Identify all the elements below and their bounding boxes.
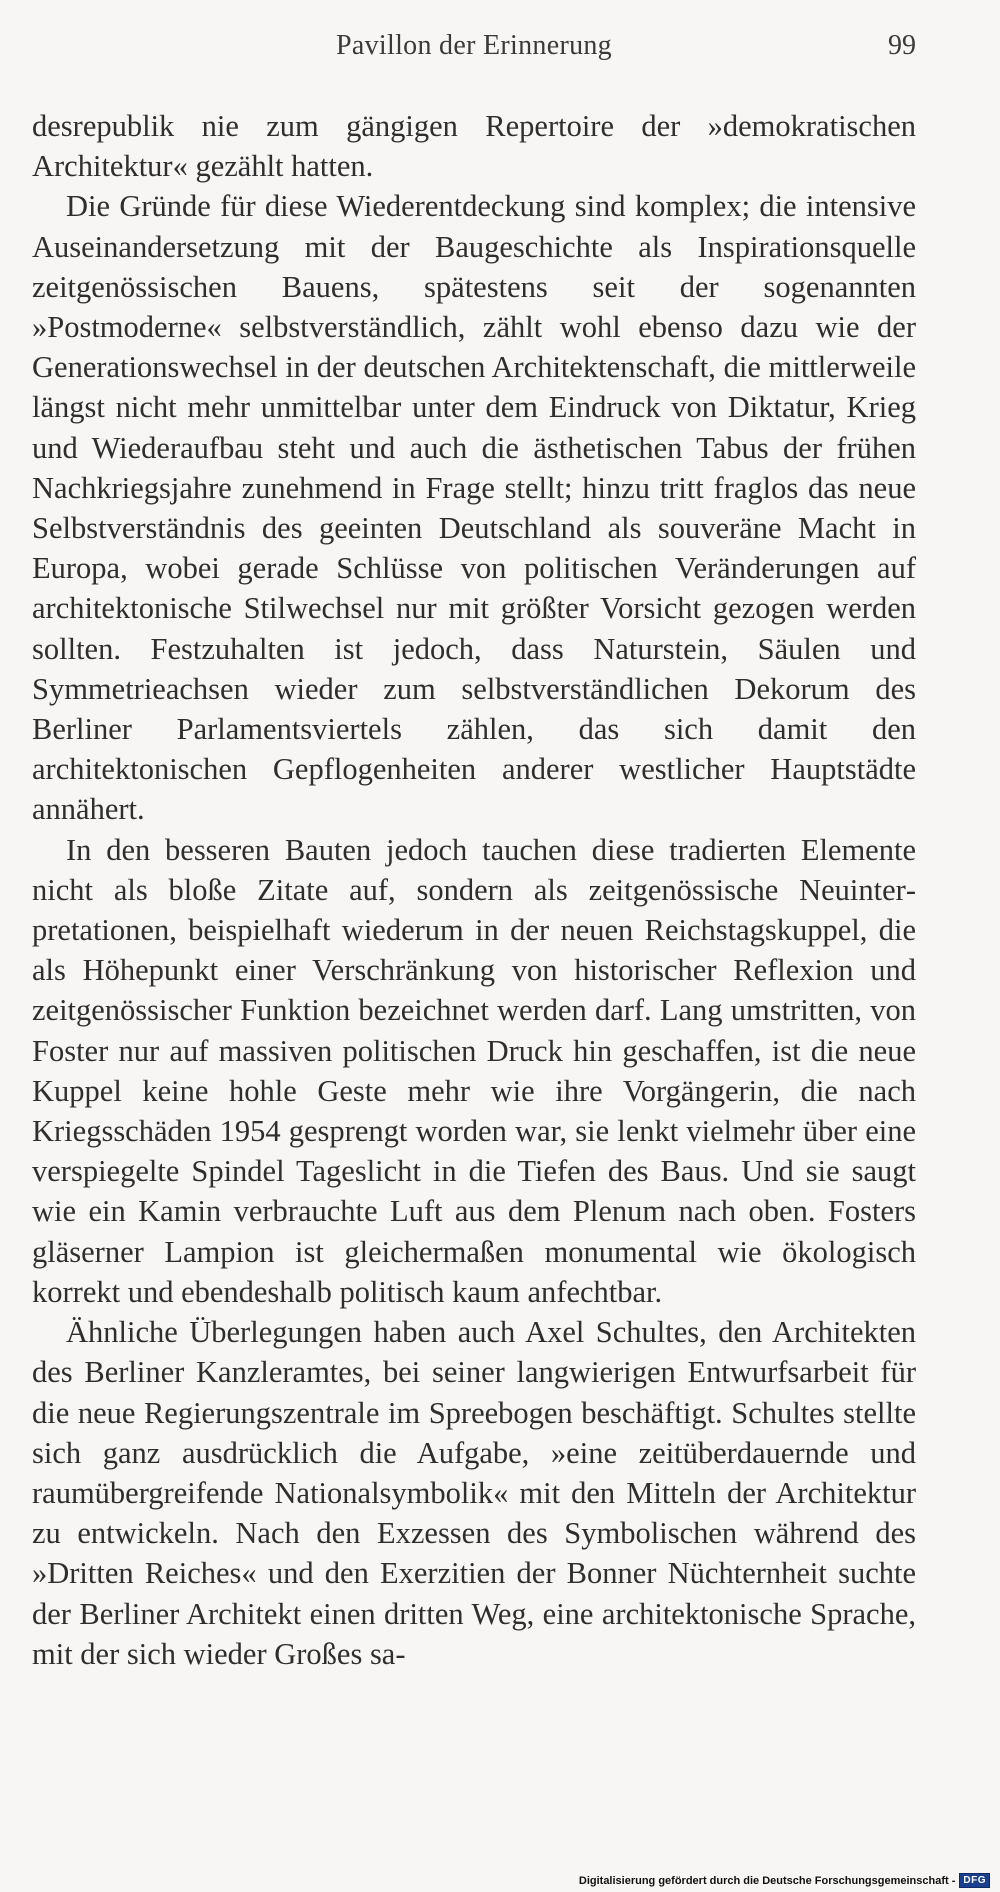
dfg-logo: DFG bbox=[959, 1873, 990, 1888]
paragraph: Die Gründe für diese Wiederentdeckung sind komplex; die intensive Auseinandersetzung mit der Baugeschichte als Inspirationsquelle zeitgenössischen Bauens, spätestens seit der sogenannten »Postmoderne« selbstverständlich, zählt wohl ebenso dazu wie der Generationswechsel in der deutschen Architektenschaft, die mittlerweile längst nicht mehr unmittelbar unter dem Eindruck von Diktatur, Krieg und Wiederaufbau steht und auch die ästhetischen Tabus der frühen Nachkriegsjahre zunehmend in Frage stellt; hinzu tritt fraglos das neue Selbstverständnis des geeinten Deutschland als souveräne Macht in Europa, wobei gerade Schlüsse von politischen Veränderungen auf architektonische Stilwechsel nur mit größter Vorsicht gezogen werden sollten. Festzuhalten ist jedoch, dass Naturstein, Säulen und Symmetrieachsen wieder zum selbstverständlichen Dekorum des Berliner Parlamentsviertels zählen, das sich damit den architektonischen Gepflogenheiten anderer westlicher Hauptstädte annähert. bbox=[32, 189, 916, 827]
paragraph-continuation: desrepublik nie zum gängigen Repertoire der »demokratischen Architektur« gezählt hatten. bbox=[32, 109, 916, 184]
running-title: Pavillon der Erinnerung bbox=[336, 30, 612, 61]
paragraph: In den besseren Bauten jedoch tauchen diese tradierten Elemente nicht als bloße Zitate auf, sondern als zeitgenössische Neuinterpretationen, beispielhaft wiederum in der neuen Reichstagskuppel, die als Höhepunkt einer Verschränkung von historischer Reflexion und zeitgenössischer Funktion bezeichnet werden darf. Lang umstritten, von Foster nur auf massiven politischen Druck hin geschaffen, ist die neue Kuppel keine hohle Geste mehr wie ihre Vorgängerin, die nach Kriegsschäden 1954 gesprengt worden war, sie lenkt vielmehr über eine verspiegelte Spindel Tageslicht in die Tiefen des Baus. Und sie saugt wie ein Kamin verbrauchte Luft aus dem Plenum nach oben. Fosters gläserner Lampion ist gleichermaßen monumental wie ökologisch korrekt und ebendeshalb politisch kaum anfechtbar. bbox=[32, 832, 916, 1309]
running-head bbox=[32, 30, 916, 70]
body-text bbox=[32, 106, 916, 1674]
paragraph: Ähnliche Überlegungen haben auch Axel Schultes, den Architekten des Berliner Kanzleramtes, bei seiner langwierigen Entwurfsarbeit für die neue Regierungszentrale im Spreebogen beschäftigt. Schultes stellte sich ganz ausdrücklich die Aufgabe, »eine zeitüberdauernde und raumübergreifende Nationalsymbolik« mit den Mitteln der Architektur zu entwickeln. Nach den Exzessen des Symbolischen während des »Dritten Reiches« und den Exerzitien der Bonner Nüchternheit suchte der Berliner Architekt einen dritten Weg, eine architektonische Sprache, mit der sich wieder Großes sa- bbox=[32, 1315, 916, 1671]
digitization-credit bbox=[579, 1873, 990, 1888]
credit-text: Digitalisierung gefördert durch die Deutsche Forschungsgemeinschaft - bbox=[578, 1874, 956, 1887]
page-number: 99 bbox=[888, 30, 916, 61]
